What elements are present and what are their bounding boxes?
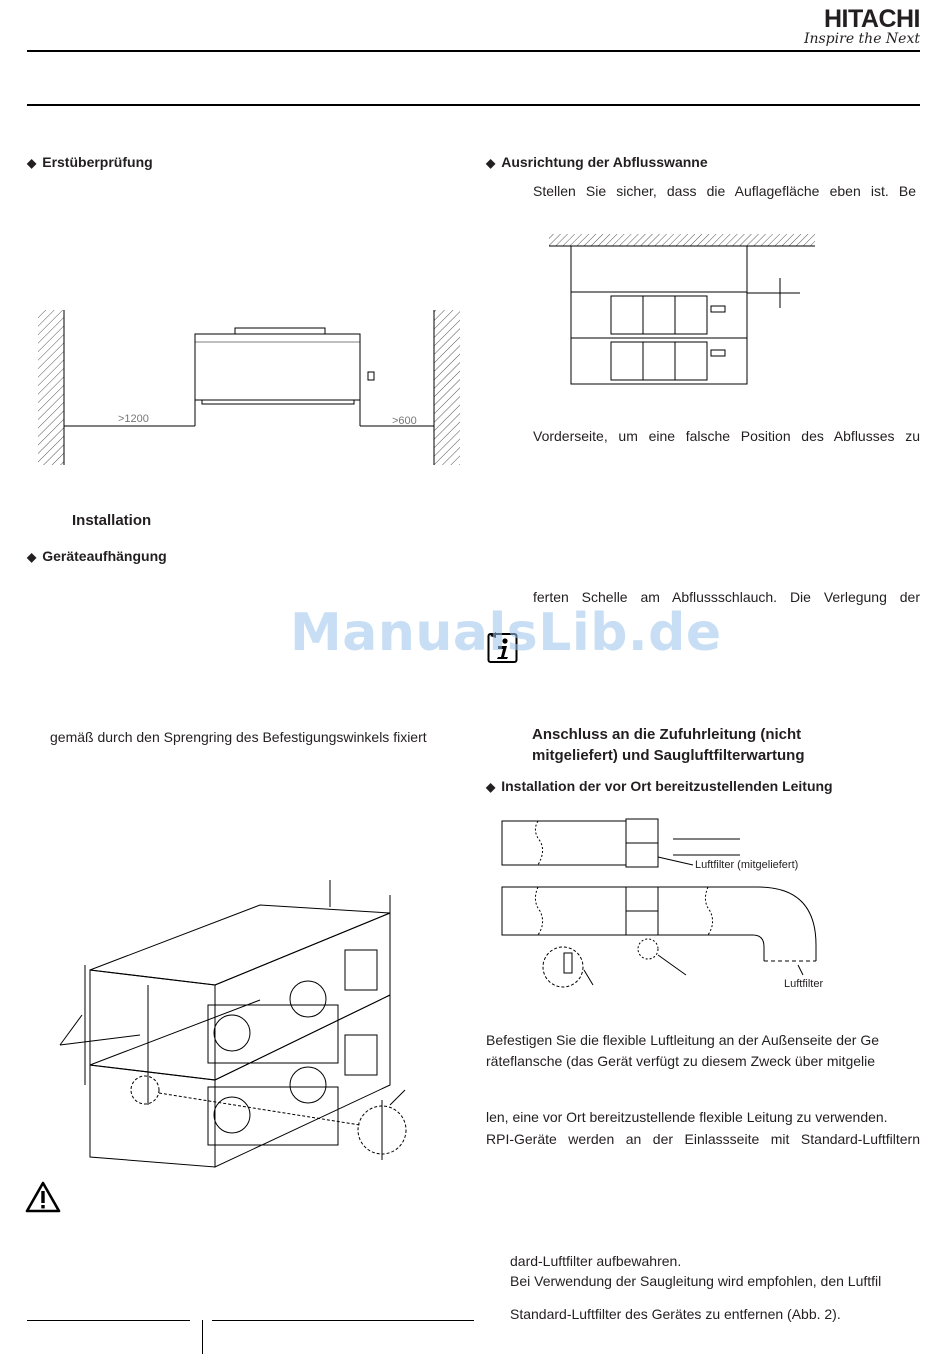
heading-first-check: ◆ Erstüberprüfung [27, 154, 153, 170]
footer-rule-right [212, 1320, 474, 1321]
header-rule-top [27, 50, 920, 52]
text-flexible-line3: len, eine vor Ort bereitzustellende flexible Leitung zu verwenden. [486, 1109, 888, 1125]
section-supply-line2: mitgeliefert) und Saugluftfilterwartung [532, 747, 805, 764]
text-store-line3: Standard-Luftfilter des Gerätes zu entfernen (Abb. 2). [510, 1306, 841, 1322]
heading-field-duct: ◆ Installation der vor Ort bereitzustellenden Leitung [486, 778, 833, 794]
text-rpi: RPI-Geräte werden an der Einlassseite mit Standard-Luftfiltern [486, 1131, 920, 1147]
text-store-block [510, 1251, 881, 1291]
footer-rule-left [27, 1320, 190, 1321]
diamond-bullet-icon: ◆ [486, 780, 496, 794]
text-front: Vorderseite, um eine falsche Position des Abflusses zu [533, 428, 920, 444]
watermark: ManualsLib.de [290, 603, 722, 663]
duct-filter-diagram [498, 815, 828, 995]
heading-suspension: ◆ Geräteaufhängung [27, 548, 167, 564]
text-store-line2: Bei Verwendung der Saugleitung wird empfohlen, den Luftfil [510, 1273, 882, 1289]
drain-pan-diagram [545, 228, 825, 388]
diamond-bullet-icon: ◆ [486, 156, 496, 170]
brand-tagline: Inspire the Next [803, 31, 920, 47]
header-rule-bottom [27, 104, 920, 106]
section-installation: Installation [72, 512, 152, 529]
clearance-left-label: >1200 [118, 413, 149, 425]
text-level-surface: Stellen Sie sicher, dass die Auflagefläche eben ist. Be [533, 183, 916, 199]
diamond-bullet-icon: ◆ [27, 156, 37, 170]
brand-name: HITACHI [823, 5, 920, 33]
suspension-diagram [60, 875, 460, 1175]
text-clamp: ferten Schelle am Abflussschlauch. Die Verlegung der [533, 589, 920, 605]
text-flexible-block [486, 1030, 879, 1072]
clearance-right-label: >600 [392, 415, 417, 427]
section-supply-line1: Anschluss an die Zufuhrleitung (nicht [532, 726, 802, 743]
text-flexible-line2: räteflansche (das Gerät verfügt zu diesem Zweck über mitgelie [486, 1053, 876, 1069]
text-store-line1: dard-Luftfilter aufbewahren. [510, 1253, 682, 1269]
label-filter: Luftfilter [784, 978, 824, 990]
label-filter-supplied: Luftfilter (mitgeliefert) [695, 859, 799, 871]
text-fixation: gemäß durch den Sprengring des Befestigungswinkels fixiert [50, 729, 427, 745]
warning-icon [25, 1180, 61, 1214]
diamond-bullet-icon: ◆ [27, 550, 37, 564]
text-flexible-line1: Befestigen Sie die flexible Luftleitung an der Außenseite der Ge [486, 1032, 880, 1048]
heading-drain-pan: ◆ Ausrichtung der Abflusswanne [486, 154, 708, 170]
brand-logo [804, 6, 920, 46]
section-supply [532, 724, 805, 766]
clearance-diagram [30, 300, 470, 470]
footer-rule-divider [202, 1320, 203, 1354]
